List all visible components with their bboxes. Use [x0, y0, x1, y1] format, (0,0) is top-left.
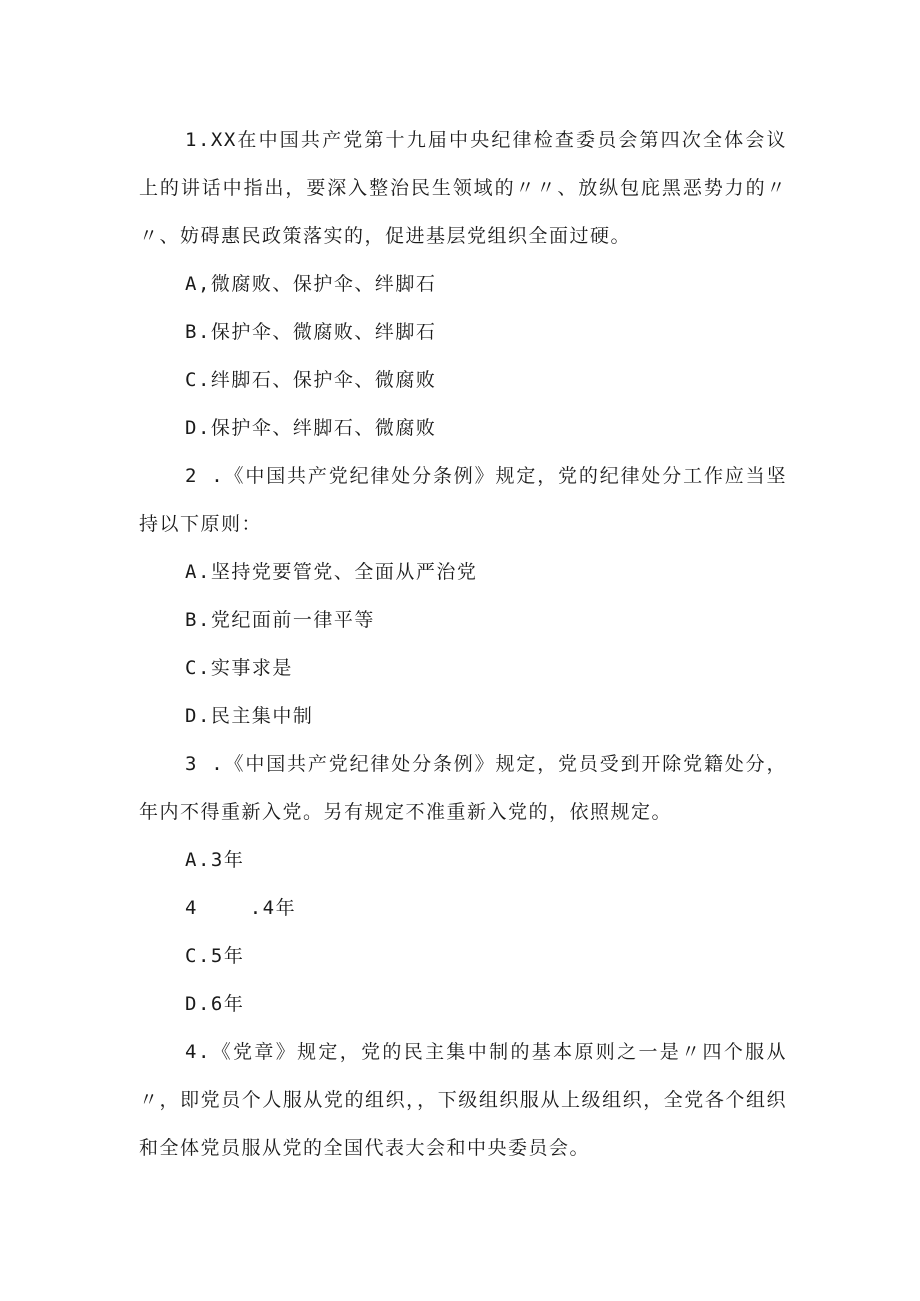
- document-body: [139, 116, 787, 1172]
- question-3-option-b: 4 .4年: [185, 897, 297, 919]
- question-1-option-b: B.保护伞、微腐败、绊脚石: [185, 321, 437, 343]
- question-2-option-d: D.民主集中制: [185, 705, 314, 727]
- question-2-option-b: B.党纪面前一律平等: [185, 609, 375, 631]
- question-1-option-a: A,微腐败、保护伞、绊脚石: [185, 273, 437, 295]
- question-2-option-c: C.实事求是: [185, 657, 293, 679]
- question-1-option-c: C.绊脚石、保护伞、微腐败: [185, 369, 437, 391]
- question-1-option-d: D.保护伞、绊脚石、微腐败: [185, 417, 437, 439]
- question-1-stem: 1.XX在中国共产党第十九届中央纪律检查委员会第四次全体会议上的讲话中指出，要深入整治民生领域的〃〃、放纵包庇黑恶势力的〃〃、妨碍惠民政策落实的，促进基层党组织全面过硬。: [139, 129, 787, 247]
- question-2-stem: 2 .《中国共产党纪律处分条例》规定，党的纪律处分工作应当坚持以下原则：: [139, 465, 787, 535]
- question-4-stem: 4.《党章》规定，党的民主集中制的基本原则之一是〃四个服从〃，即党员个人服从党的组织，，下级组织服从上级组织，全党各个组织和全体党员服从党的全国代表大会和中央委员会。: [139, 1041, 787, 1159]
- question-3-option-a: A.3年: [185, 849, 245, 871]
- question-3-stem: 3 .《中国共产党纪律处分条例》规定，党员受到开除党籍处分，年内不得重新入党。另有规定不准重新入党的，依照规定。: [139, 753, 787, 823]
- question-2-option-a: A.坚持党要管党、全面从严治党: [185, 561, 478, 583]
- question-3-option-c: C.5年: [185, 945, 245, 967]
- question-3-option-d: D.6年: [185, 993, 245, 1015]
